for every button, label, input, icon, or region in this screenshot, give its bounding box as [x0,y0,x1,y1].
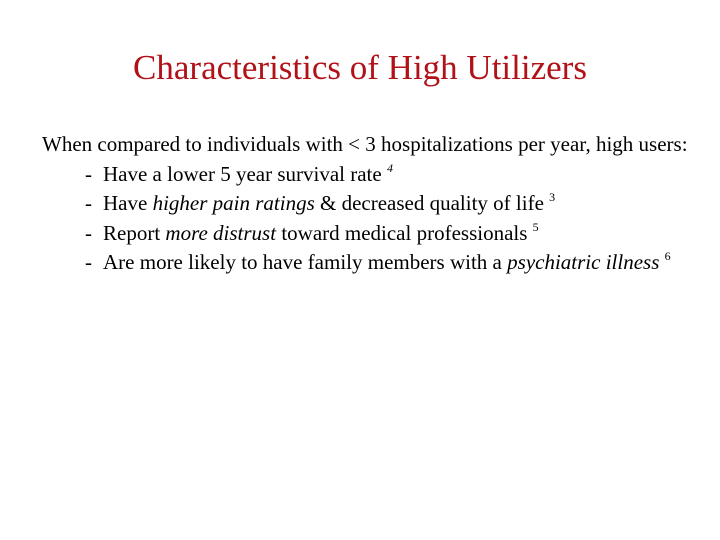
slide-body [42,130,692,278]
citation-ref: 5 [532,219,539,234]
item-text: Are more likely to have family members with a [103,250,508,274]
citation-ref: 4 [386,160,393,175]
item-emphasis: higher pain ratings [152,191,315,215]
item-text: Report [103,220,166,245]
item-text: Have [103,191,153,215]
intro-text: When compared to individuals with < 3 hospitalizations per year, high users: [42,132,688,156]
list-item [42,189,692,219]
list-item [42,219,692,249]
bullet-dash: - [85,191,92,215]
list-item [42,160,692,190]
bullet-dash: - [85,250,92,274]
citation-ref: 6 [664,249,671,263]
slide-title: Characteristics of High Utilizers [133,48,587,87]
item-emphasis: psychiatric illness [507,250,660,274]
list-item [42,248,692,278]
bullet-dash: - [85,220,92,245]
item-text: & decreased quality of life [314,191,550,215]
item-emphasis: more distrust [165,220,277,245]
bullet-list [42,160,692,278]
bullet-dash: - [85,161,92,186]
citation-ref: 3 [549,190,556,204]
item-text: toward medical professionals [276,220,533,245]
item-text: Have a lower 5 year survival rate [103,161,387,186]
